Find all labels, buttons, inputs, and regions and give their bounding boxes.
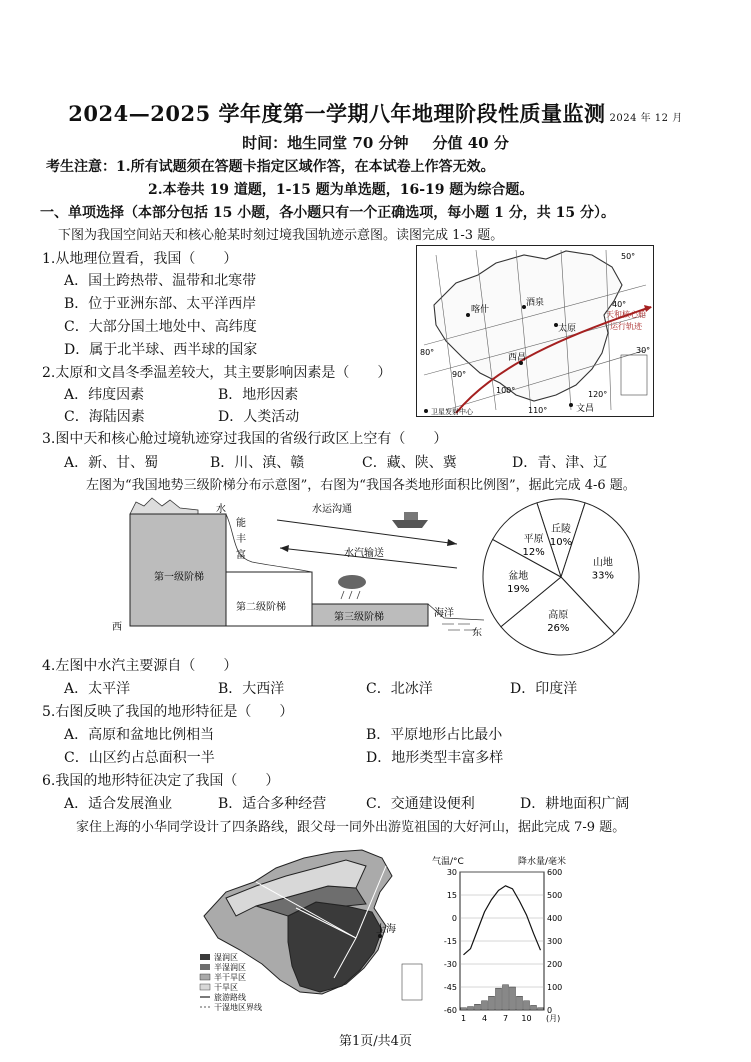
legend-route: 旅游路线: [214, 993, 246, 1002]
legend-humid: 湿润区: [214, 953, 238, 962]
temperature-line: [464, 886, 541, 955]
lat-50: 50°: [621, 252, 636, 261]
precip-bar: [524, 1001, 530, 1010]
step-2-label: 第二级阶梯: [236, 602, 286, 613]
step-3-label: 第三级阶梯: [334, 612, 384, 623]
q1-option-b: B．位于亚洲东部、太平洋西岸: [64, 296, 257, 312]
climate-right-title: 降水量/毫米: [518, 857, 567, 867]
climate-right-tick: 300: [547, 937, 563, 946]
q6-option-a: A．适合发展渔业: [64, 796, 173, 812]
pie-value-2: 26%: [547, 622, 570, 634]
legend-semi-arid: 半干旱区: [214, 973, 246, 982]
pie-value-4: 12%: [522, 546, 545, 558]
intro-4-6: 左图为“我国地势三级阶梯分布示意图”，右图为“我国各类地形面积比例图”，据此完成 4-6 题。: [86, 478, 636, 493]
q2-option-b: B．地形因素: [218, 387, 299, 403]
lat-30: 30°: [636, 346, 651, 355]
q1-option-d: D．属于北半球、西半球的国家: [64, 342, 258, 358]
legend-semi-humid: 半湿润区: [214, 963, 246, 972]
lon-90: 90°: [452, 370, 467, 379]
precip-bar: [482, 1001, 488, 1010]
q2-option-a: A．纬度因素: [64, 387, 145, 403]
climate-x-tick: 7: [502, 1014, 509, 1023]
climate-left-tick: -15: [443, 937, 457, 946]
pie-value-3: 19%: [507, 584, 530, 596]
pie-value-1: 33%: [591, 570, 614, 582]
exam-title: 2024—2025 学年度第一学期八年地理阶段性质量监测 2024 年 12 月: [68, 101, 683, 126]
precip-bar: [517, 996, 523, 1010]
q4-option-d: D．印度洋: [510, 681, 578, 697]
climate-right-tick: 400: [547, 914, 563, 923]
place-kashi: 喀什: [471, 305, 490, 315]
water-label-4: 富: [236, 550, 246, 561]
climate-left-tick: 15: [446, 891, 457, 900]
lon-80: 80°: [420, 348, 435, 357]
climate-x-tick: 1: [460, 1014, 467, 1023]
notice: 考生注意：1.所有试题须在答题卡指定区域作答，在本试卷上作答无效。: [46, 159, 495, 175]
precip-bar: [461, 1008, 467, 1010]
precip-bar: [538, 1008, 544, 1010]
climate-x-tick: 4: [481, 1014, 488, 1023]
terrain-pie-chart: [478, 494, 644, 660]
q2-option-c: C．海陆因素: [64, 409, 145, 425]
q4-option-b: B．大西洋: [218, 681, 285, 697]
climate-x-unit: (月): [546, 1014, 561, 1023]
q6-option-b: B．适合多种经营: [218, 796, 327, 812]
intro-7-9: 家住上海的小华同学设计了四条路线，跟父母一同外出游览祖国的大好河山，据此完成 7-9 题。: [76, 820, 626, 835]
exam-score: 分值 40 分: [432, 134, 509, 152]
legend-launch-center: 卫星发射中心: [431, 408, 473, 416]
east-label: 东: [472, 628, 482, 636]
precip-bar: [496, 988, 502, 1010]
climate-right-tick: 0: [547, 1006, 553, 1015]
arrow-mid-label: 水汽输送: [344, 548, 384, 559]
arrow-top-label: 水运沟通: [312, 504, 352, 515]
lon-100: 100°: [496, 386, 516, 395]
q6-option-c: C．交通建设便利: [366, 796, 475, 812]
place-wenchang: 文昌: [576, 404, 595, 414]
climate-left-tick: -45: [443, 983, 457, 992]
q3-stem: 3.图中天和核心舱过境轨迹穿过我国的省级行政区上空有（ ）: [42, 431, 448, 447]
q3-option-d: D．青、津、辽: [512, 455, 608, 471]
section-heading: 一、单项选择（本部分包括 15 小题，各小题只有一个正确选项，每小题 1 分，共 15 分）。: [40, 205, 615, 221]
q6-stem: 6.我国的地形特征决定了我国（ ）: [42, 773, 280, 789]
track-label-1: 天和核心舱: [606, 310, 646, 319]
q5-option-b: B．平原地形占比最小: [366, 727, 503, 743]
page-footer: 第1页/共4页: [339, 1034, 412, 1049]
shanghai-label: 上海: [376, 924, 396, 935]
q3-option-b: B．川、滇、赣: [210, 455, 305, 471]
precip-bar: [531, 1005, 537, 1010]
precip-bar: [489, 996, 495, 1010]
q5-option-c: C．山区约占总面积一半: [64, 750, 215, 766]
climate-right-tick: 200: [547, 960, 563, 969]
q4-stem: 4.左图中水汽主要源自（ ）: [42, 658, 238, 674]
q1-option-c: C．大部分国土地处中、高纬度: [64, 319, 257, 335]
q5-stem: 5.右图反映了我国的地形特征是（ ）: [42, 704, 294, 720]
precip-bar: [503, 985, 509, 1010]
climate-right-tick: 500: [547, 891, 563, 900]
pie-category-1: 山地: [592, 557, 613, 569]
climate-left-tick: 0: [451, 914, 457, 923]
pie-category-3: 盆地: [508, 571, 529, 583]
notice-line2: 2.本卷共 19 道题，1-15 题为单选题，16-19 题为综合题。: [148, 182, 534, 198]
west-label: 西: [112, 622, 122, 633]
pie-category-4: 平原: [523, 533, 544, 545]
pie-category-0: 丘陵: [551, 524, 571, 536]
pie-category-2: 高原: [548, 609, 569, 621]
lon-110: 110°: [528, 406, 548, 415]
q5-option-d: D．地形类型丰富多样: [366, 750, 504, 766]
dry-wet-zones-map: [196, 846, 426, 1024]
step-1-label: 第一级阶梯: [154, 572, 204, 583]
q2-option-d: D．人类活动: [218, 409, 300, 425]
lon-120: 120°: [588, 390, 608, 399]
terrain-steps-diagram: [112, 496, 484, 636]
ocean-label: 海洋: [434, 608, 454, 619]
place-jiuquan: 酒泉: [526, 298, 545, 308]
place-xichang: 西昌: [508, 353, 527, 363]
exam-date: 2024 年 12 月: [609, 113, 683, 124]
climate-left-title: 气温/°C: [432, 857, 464, 867]
climate-x-tick: 10: [521, 1014, 532, 1023]
q6-option-d: D．耕地面积广阔: [520, 796, 630, 812]
legend-boundary: 干湿地区界线: [214, 1003, 262, 1012]
precip-bar: [475, 1004, 481, 1010]
q4-option-a: A．太平洋: [64, 681, 131, 697]
climate-right-tick: 100: [547, 983, 563, 992]
precip-bar: [468, 1007, 474, 1010]
orbit-map: [416, 245, 654, 417]
track-label-2: 运行轨迹: [610, 322, 642, 331]
place-taiyuan: 太原: [558, 324, 577, 334]
q1-option-a: A．国土跨热带、温带和北寒带: [64, 273, 257, 289]
legend-arid: 干旱区: [214, 983, 238, 992]
precip-bar: [510, 987, 516, 1010]
q4-option-c: C．北冰洋: [366, 681, 433, 697]
climate-left-tick: -60: [443, 1006, 457, 1015]
q2-stem: 2.太原和文昌冬季温差较大，其主要影响因素是（ ）: [42, 365, 392, 381]
pie-value-0: 10%: [549, 537, 573, 549]
water-label-1: 水: [216, 504, 226, 515]
climate-right-tick: 600: [547, 868, 563, 877]
water-label-2: 能: [236, 518, 246, 529]
q5-option-a: A．高原和盆地比例相当: [64, 727, 215, 743]
exam-time: 时间：地生同堂 70 分钟: [242, 134, 409, 152]
lat-40: 40°: [612, 300, 627, 309]
climate-left-tick: -30: [443, 960, 457, 969]
climate-chart: [430, 852, 606, 1024]
q1-stem: 1.从地理位置看，我国（ ）: [42, 251, 238, 267]
exam-subtitle: [0, 132, 751, 153]
climate-left-tick: 30: [446, 868, 457, 877]
water-label-3: 丰: [236, 534, 246, 545]
q3-option-a: A．新、甘、蜀: [64, 455, 159, 471]
intro-1-3: 下图为我国空间站天和核心舱某时刻过境我国轨迹示意图。读图完成 1-3 题。: [58, 228, 504, 243]
q3-option-c: C．藏、陕、冀: [362, 455, 457, 471]
